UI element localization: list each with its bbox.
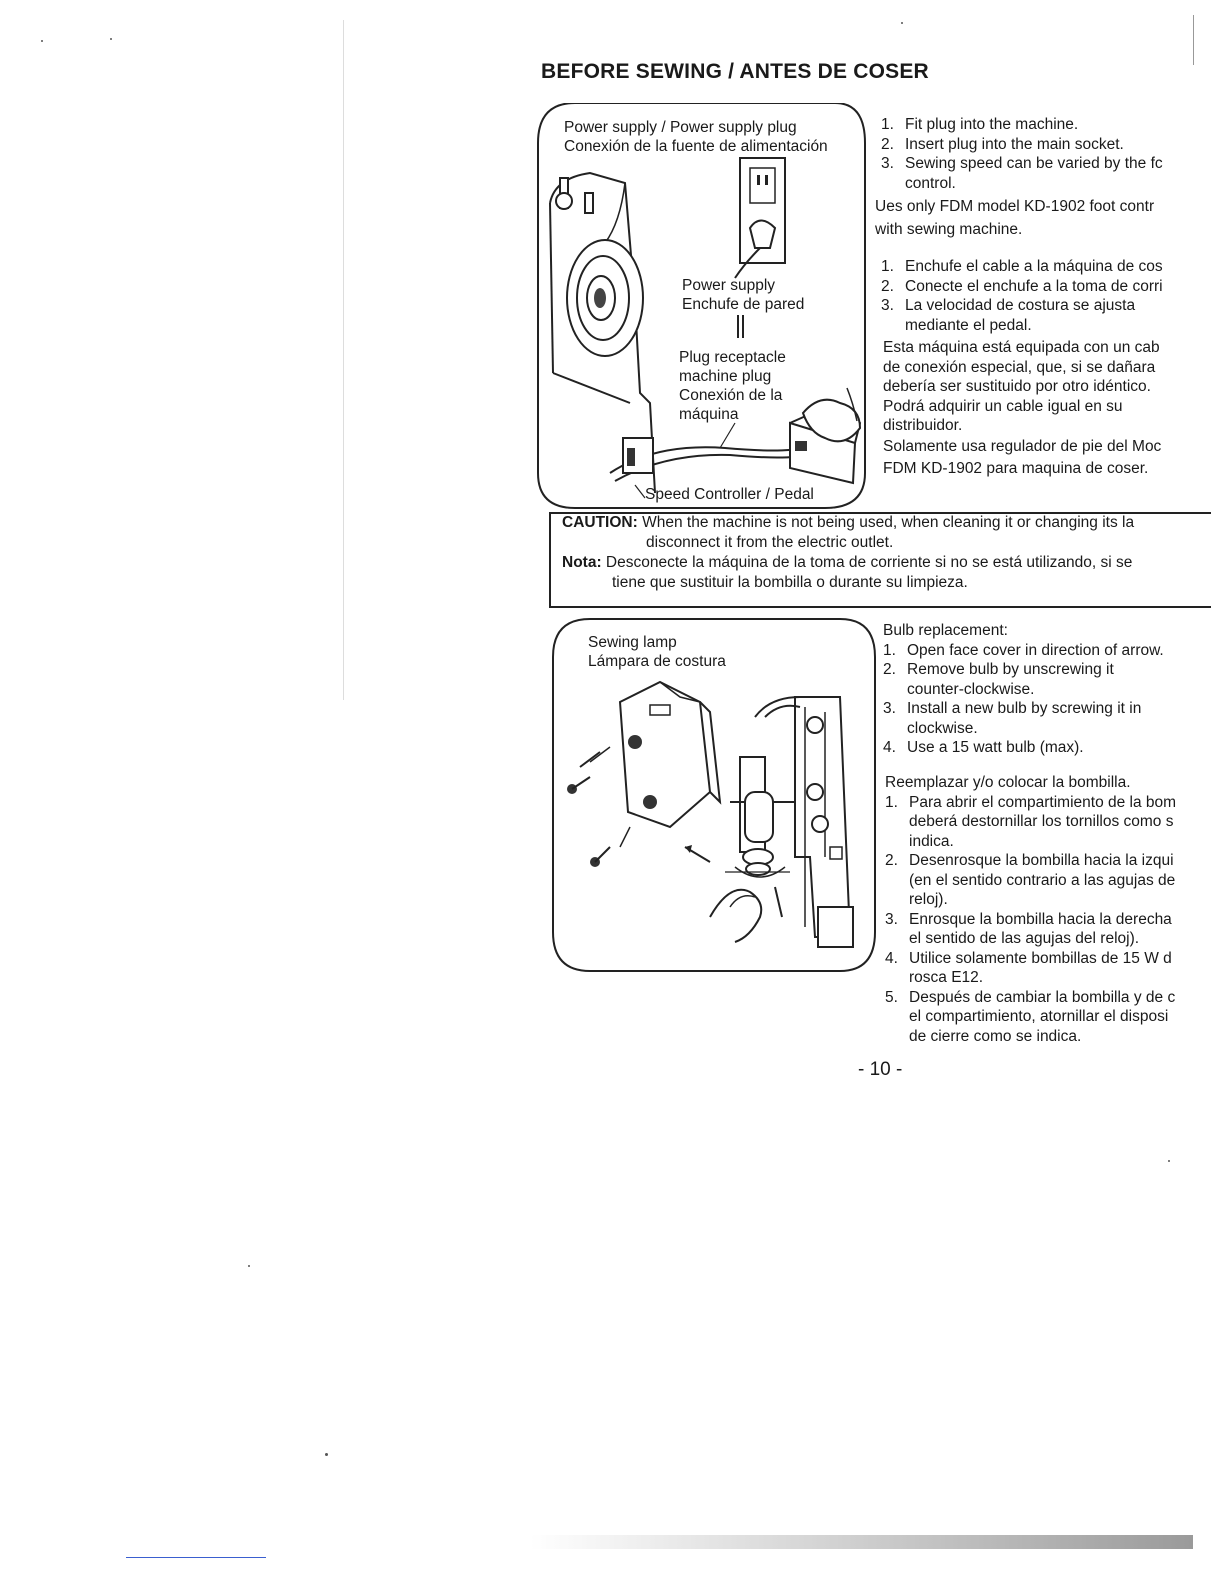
list-number: 2. [881, 277, 894, 295]
list-line: La velocidad de costura se ajusta [905, 297, 1136, 314]
nota-line: Desconecte la máquina de la toma de corriente si no se está utilizando, si se [605, 554, 1133, 571]
list-item [883, 738, 1164, 758]
list-line: Enrosque la bombilla hacia la derecha [909, 910, 1172, 928]
list-item [885, 793, 1176, 852]
label-wall-en: Power supply [682, 277, 776, 294]
label-power-supply-es: Conexión de la fuente de alimentación [564, 138, 828, 155]
list-line: (en el sentido contrario a las agujas de [909, 871, 1176, 889]
note-line: Podrá adquirir un cable igual en su [883, 397, 1123, 415]
list-item [885, 910, 1176, 949]
list-line: Remove bulb by unscrewing it [907, 661, 1114, 678]
list-line: Insert plug into the main socket. [905, 135, 1124, 153]
speck [248, 1265, 250, 1267]
list-item [883, 699, 1164, 738]
bulb-instructions-en [883, 621, 1164, 758]
list-line: Fit plug into the machine. [905, 116, 1079, 133]
bulb-heading-es: Reemplazar y/o colocar la bombilla. [885, 774, 1131, 791]
bulb-heading-en: Bulb replacement: [883, 622, 1008, 639]
note-line: Solamente usa regulador de pie del Moc [883, 438, 1162, 455]
list-number: 1. [883, 641, 896, 659]
caution-text [562, 513, 1134, 593]
list-item [885, 949, 1176, 988]
note-line: debería ser sustituido por otro idéntico. [883, 378, 1151, 395]
list-number: 1. [881, 258, 894, 275]
note-line: distribuidor. [883, 417, 963, 434]
list-line: control. [905, 174, 956, 192]
list-item [883, 660, 1164, 699]
list-line: reloj). [909, 891, 948, 908]
list-item [885, 851, 1176, 910]
list-line: Sewing speed can be varied by the fc [905, 155, 1163, 172]
speck [110, 38, 112, 40]
label-sewing-lamp-en: Sewing lamp [588, 634, 677, 651]
list-line: indica. [909, 832, 954, 850]
list-number: 1. [881, 116, 894, 133]
nota-line: tiene que sustituir la bombilla o durante su limpieza. [612, 574, 968, 591]
list-item [885, 988, 1176, 1047]
label-machine-plug: machine plug [679, 368, 772, 385]
list-line: deberá destornillar los tornillos como s [909, 813, 1174, 830]
power-note-en [875, 195, 1154, 241]
list-line: Open face cover in direction of arrow. [907, 641, 1164, 659]
note-line: Esta máquina está equipada con un cab [883, 339, 1160, 356]
list-line: Conecte el enchufe a la toma de corri [905, 277, 1163, 295]
speck [41, 40, 43, 42]
list-line: Utilice solamente bombillas de 15 W d [909, 949, 1172, 967]
list-line: Use a 15 watt bulb (max). [907, 739, 1084, 756]
speck [1168, 1160, 1170, 1162]
list-line: Para abrir el compartimiento de la bom [909, 793, 1177, 811]
nota-label: Nota: [562, 554, 602, 571]
list-number: 2. [883, 661, 896, 678]
list-line: Después de cambiar la bombilla y de c [909, 988, 1176, 1006]
list-line: Install a new bulb by screwing it in [907, 700, 1142, 717]
list-number: 3. [881, 155, 894, 172]
page-title: BEFORE SEWING / ANTES DE COSER [541, 60, 929, 83]
list-line: Enchufe el cable a la máquina de cos [905, 258, 1163, 275]
left-scan-line [343, 20, 344, 700]
power-instructions-es [881, 257, 1163, 335]
bottom-rule [126, 1557, 266, 1558]
label-power-supply-en: Power supply / Power supply plug [564, 119, 797, 136]
list-item [881, 257, 1163, 277]
list-number: 2. [881, 135, 894, 153]
list-item [881, 296, 1163, 335]
note-line: FDM KD-1902 para maquina de coser. [883, 460, 1149, 477]
list-item [881, 277, 1163, 297]
list-item [881, 154, 1163, 193]
list-number: 3. [881, 297, 894, 314]
list-number: 1. [885, 793, 898, 811]
list-item [881, 115, 1163, 135]
list-line: clockwise. [907, 719, 978, 737]
list-line: de cierre como se indica. [909, 1027, 1082, 1045]
list-number: 5. [885, 988, 898, 1006]
caution-line: When the machine is not being used, when cleaning it or changing its la [642, 514, 1135, 531]
label-conexion: Conexión de la [679, 387, 783, 404]
list-number: 2. [885, 852, 898, 869]
power-note-line: with sewing machine. [875, 221, 1023, 238]
list-line: mediante el pedal. [905, 316, 1032, 334]
list-item [881, 135, 1163, 155]
caution-line: disconnect it from the electric outlet. [646, 534, 894, 551]
power-note2-es [883, 436, 1161, 480]
label-speed-controller: Speed Controller / Pedal [645, 486, 814, 503]
speck [325, 1453, 328, 1456]
note-line: de conexión especial, que, si se dañara [883, 358, 1156, 376]
list-number: 3. [885, 910, 898, 928]
power-instructions-en [881, 115, 1163, 193]
list-line: rosca E12. [909, 969, 984, 986]
list-line: el compartimiento, atornillar el disposi [909, 1008, 1169, 1025]
page-number: - 10 - [858, 1059, 903, 1080]
list-line: el sentido de las agujas del reloj). [909, 930, 1140, 947]
bottom-scan-bar [530, 1535, 1193, 1549]
list-line: counter-clockwise. [907, 680, 1035, 698]
label-maquina: máquina [679, 406, 739, 423]
bulb-instructions-es [885, 773, 1176, 1046]
label-wall-es: Enchufe de pared [682, 296, 805, 313]
list-number: 4. [885, 949, 898, 967]
caution-label: CAUTION: [562, 514, 638, 531]
power-note-es [883, 338, 1160, 436]
list-item [883, 641, 1164, 661]
speck [901, 22, 903, 24]
power-note-line: Ues only FDM model KD-1902 foot contr [875, 198, 1155, 215]
right-edge-line [1193, 15, 1194, 65]
list-line: Desenrosque la bombilla hacia la izqui [909, 852, 1174, 869]
list-number: 4. [883, 739, 896, 756]
label-plug-receptacle: Plug receptacle [679, 349, 786, 366]
list-number: 3. [883, 700, 896, 717]
label-sewing-lamp-es: Lámpara de costura [588, 653, 726, 670]
